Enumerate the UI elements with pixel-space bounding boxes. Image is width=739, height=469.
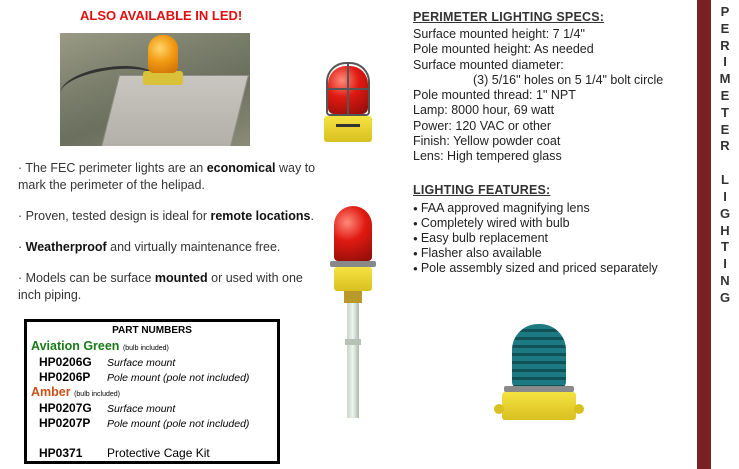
part-desc: Protective Cage Kit	[107, 446, 210, 460]
feature-item: ● Completely wired with bulb	[413, 216, 693, 231]
mount-ear	[574, 404, 584, 414]
part-code: HP0206P	[39, 370, 91, 384]
part-desc: Surface mount	[107, 403, 176, 415]
specs-heading: PERIMETER LIGHTING SPECS:	[413, 10, 605, 24]
spec-line: Lamp: 8000 hour, 69 watt	[413, 103, 555, 118]
spec-line: Lens: High tempered glass	[413, 149, 562, 164]
part-numbers-box	[24, 319, 280, 464]
feature-item: ● Easy bulb replacement	[413, 231, 693, 246]
green-surface-light-image	[494, 318, 584, 426]
photo-concrete-slab	[101, 75, 249, 146]
part-code: HP0206G	[39, 355, 92, 369]
part-desc: Pole mount (pole not included)	[107, 418, 250, 430]
feature-item: ● Pole assembly sized and priced separately	[413, 261, 693, 276]
photo-lamp-dome	[148, 35, 178, 73]
feature-item: ● FAA approved magnifying lens	[413, 201, 693, 216]
protective-cage	[326, 62, 370, 116]
installed-light-photo	[60, 33, 250, 146]
features-section	[413, 183, 693, 276]
spec-line: Surface mounted height: 7 1/4"	[413, 27, 585, 41]
bullet-item: · Proven, tested design is ideal for remote locations.	[18, 209, 314, 223]
spec-line: Finish: Yellow powder coat	[413, 134, 561, 149]
bullet-item: · Models can be surface mounted or used with one inch piping.	[18, 271, 303, 302]
part-desc: Pole mount (pole not included)	[107, 372, 250, 384]
feature-item: ● Flasher also available	[413, 246, 693, 261]
mounting-pole	[347, 303, 359, 418]
side-accent-bar	[697, 0, 711, 469]
spec-line: Pole mounted thread: 1" NPT	[413, 88, 576, 103]
specs-section	[413, 10, 693, 165]
spec-line: (3) 5/16" holes on 5 1/4" bolt circle	[473, 72, 664, 87]
spec-line: Power: 120 VAC or other	[413, 118, 552, 133]
vertical-section-title: P E R I M E T E R L I G H T I N G	[719, 4, 731, 305]
pole-coupler	[344, 291, 362, 303]
spec-line: Surface mounted diameter:	[413, 57, 564, 72]
yellow-base	[324, 116, 372, 142]
pole-mounted-red-light-image	[328, 206, 378, 418]
amber-category: Amber (bulb included)	[31, 385, 120, 399]
part-code: HP0207P	[39, 416, 91, 430]
green-dome	[512, 324, 566, 388]
part-numbers-title: PART NUMBERS	[112, 325, 192, 336]
features-heading: LIGHTING FEATURES:	[413, 183, 551, 197]
photo-lamp-base	[143, 71, 183, 85]
spec-line: Pole mounted height: As needed	[413, 42, 594, 57]
led-heading: ALSO AVAILABLE IN LED!	[80, 8, 243, 23]
benefit-bullets	[18, 160, 318, 318]
yellow-base	[334, 267, 372, 291]
red-dome	[334, 206, 372, 261]
features-list	[413, 201, 693, 276]
caged-red-light-image	[318, 60, 378, 145]
part-desc: Surface mount	[107, 357, 176, 369]
bullet-item: · The FEC perimeter lights are an economical way to mark the perimeter of the helipad.	[18, 161, 316, 192]
mount-ear	[494, 404, 504, 414]
yellow-base	[502, 392, 576, 420]
bullet-item: · Weatherproof and virtually maintenance free.	[18, 240, 281, 254]
green-category: Aviation Green (bulb included)	[31, 339, 169, 353]
part-code: HP0207G	[39, 401, 92, 415]
part-code: HP0371	[39, 446, 83, 460]
